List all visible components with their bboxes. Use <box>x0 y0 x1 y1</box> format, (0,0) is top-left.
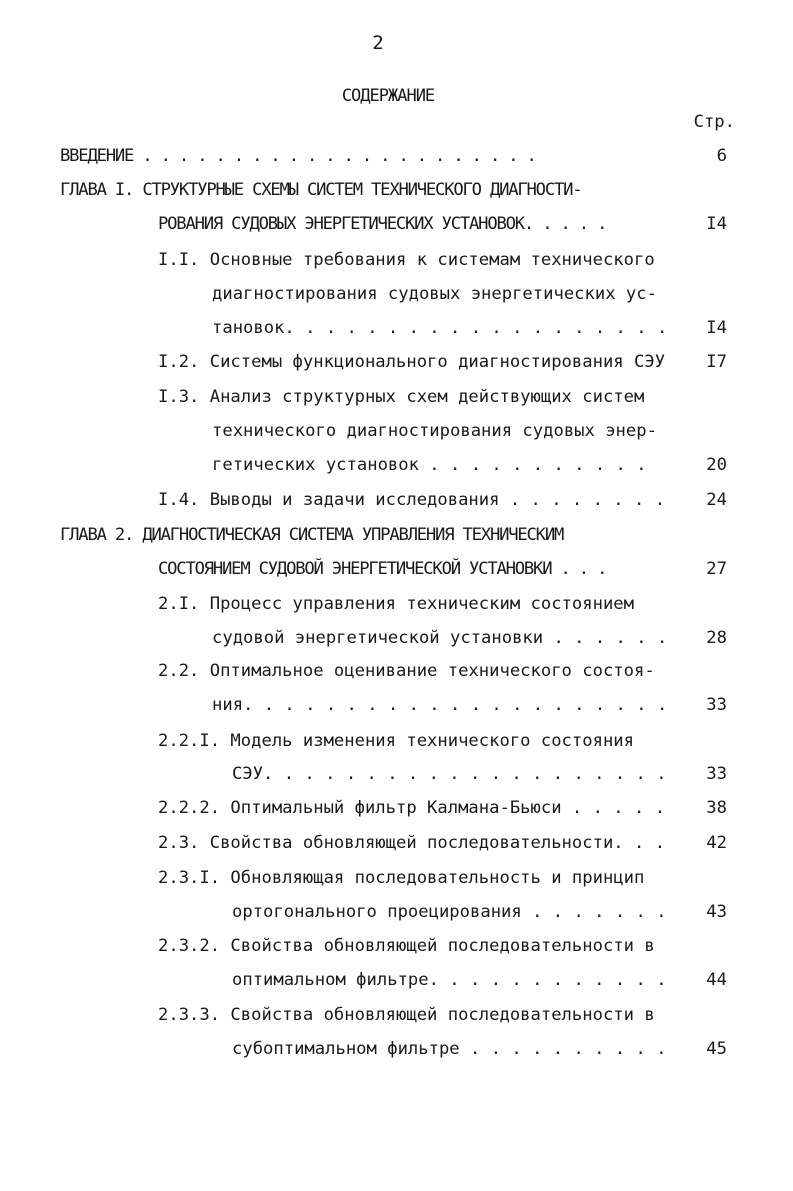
toc-entry-1-3-line-3[interactable]: гетических установок . . . . . . . . . . . <box>212 455 647 475</box>
toc-entry-2-2-1-line-1[interactable]: 2.2.I. Модель изменения технического состояния <box>158 731 634 751</box>
toc-entry-1-3-line-1[interactable]: I.3. Анализ структурных схем действующих систем <box>158 387 645 407</box>
toc-entry-2-2-1-page: 33 <box>706 764 727 784</box>
toc-entry-1-2-page: I7 <box>706 352 727 372</box>
toc-entry-1-2-line-1[interactable]: I.2. Системы функционального диагностирования СЭУ <box>158 352 666 372</box>
page-number: 2 <box>372 32 384 54</box>
toc-entry-2-2-1-line-2[interactable]: СЭУ. . . . . . . . . . . . . . . . . . . . <box>232 764 667 784</box>
toc-entry-2-3-1-page: 43 <box>706 902 727 922</box>
toc-entry-chapter-2-line-2[interactable]: СОСТОЯНИЕМ СУДОВОЙ ЭНЕРГЕТИЧЕСКОЙ УСТАНОВКИ . . . <box>158 559 607 579</box>
toc-entry-2-3-line-1[interactable]: 2.3. Свойства обновляющей последовательности. . . <box>158 833 666 853</box>
toc-entry-2-3-3-line-1[interactable]: 2.3.3. Свойства обновляющей последовательности в <box>158 1005 655 1025</box>
toc-entry-chapter-1-line-2[interactable]: РОВАНИЯ СУДОВЫХ ЭНЕРГЕТИЧЕСКИХ УСТАНОВОК. . . . . <box>158 214 607 234</box>
toc-entry-1-3-page: 20 <box>706 455 727 475</box>
toc-entry-1-1-line-1[interactable]: I.I. Основные требования к системам технического <box>158 250 655 270</box>
toc-entry-2-1-page: 28 <box>706 628 727 648</box>
toc-entry-2-2-2-line-1[interactable]: 2.2.2. Оптимальный фильтр Калмана-Бьюси . . . . . <box>158 798 666 818</box>
toc-entry-intro-page: 6 <box>716 146 727 166</box>
toc-entry-chapter-2-line-1[interactable]: ГЛАВА 2. ДИАГНОСТИЧЕСКАЯ СИСТЕМА УПРАВЛЕНИЯ ТЕХНИЧЕСКИМ <box>60 525 564 545</box>
toc-entry-2-2-line-1[interactable]: 2.2. Оптимальное оценивание технического состоя- <box>158 661 655 681</box>
toc-entry-intro-line-1[interactable]: ВВЕДЕНИЕ . . . . . . . . . . . . . . . . . . . . . . <box>60 146 536 166</box>
toc-entry-2-2-2-page: 38 <box>706 798 727 818</box>
toc-entry-1-4-line-1[interactable]: I.4. Выводы и задачи исследования . . . . . . . . <box>158 490 666 510</box>
toc-entry-1-1-line-2[interactable]: диагностирования судовых энергетических ус- <box>212 284 657 304</box>
toc-entry-chapter-1-line-1[interactable]: ГЛАВА I. СТРУКТУРНЫЕ СХЕМЫ СИСТЕМ ТЕХНИЧЕСКОГО ДИАГНОСТИ- <box>60 180 582 200</box>
toc-entry-2-2-line-2[interactable]: ния. . . . . . . . . . . . . . . . . . . . . <box>212 695 668 715</box>
toc-entry-2-3-3-line-2[interactable]: субоптимальном фильтре . . . . . . . . . . <box>232 1039 667 1059</box>
page-title: СОДЕРЖАНИЕ <box>341 86 435 106</box>
toc-entry-2-3-1-line-1[interactable]: 2.3.I. Обновляющая последовательность и принцип <box>158 868 645 888</box>
toc-entry-2-3-1-line-2[interactable]: ортогонального проецирования . . . . . . . <box>232 902 667 922</box>
toc-entry-1-1-line-3[interactable]: тановок. . . . . . . . . . . . . . . . . . . <box>212 318 668 338</box>
toc-entry-2-3-2-page: 44 <box>706 970 727 990</box>
toc-entry-2-3-2-line-2[interactable]: оптимальном фильтре. . . . . . . . . . . . <box>232 970 667 990</box>
toc-entry-2-3-page: 42 <box>706 833 727 853</box>
toc-entry-2-1-line-2[interactable]: судовой энергетической установки . . . . . . <box>212 628 668 648</box>
toc-entry-chapter-2-page: 27 <box>706 559 727 579</box>
toc-entry-chapter-1-page: I4 <box>706 214 727 234</box>
toc-entry-2-1-line-1[interactable]: 2.I. Процесс управления техническим состоянием <box>158 594 634 614</box>
toc-entry-1-3-line-2[interactable]: технического диагностирования судовых энер- <box>212 421 657 441</box>
toc-entry-2-3-2-line-1[interactable]: 2.3.2. Свойства обновляющей последовательности в <box>158 936 655 956</box>
page-column-header: Стр. <box>693 112 735 132</box>
toc-entry-1-4-page: 24 <box>706 490 727 510</box>
toc-entry-2-3-3-page: 45 <box>706 1039 727 1059</box>
toc-entry-2-2-page: 33 <box>706 695 727 715</box>
toc-entry-1-1-page: I4 <box>706 318 727 338</box>
